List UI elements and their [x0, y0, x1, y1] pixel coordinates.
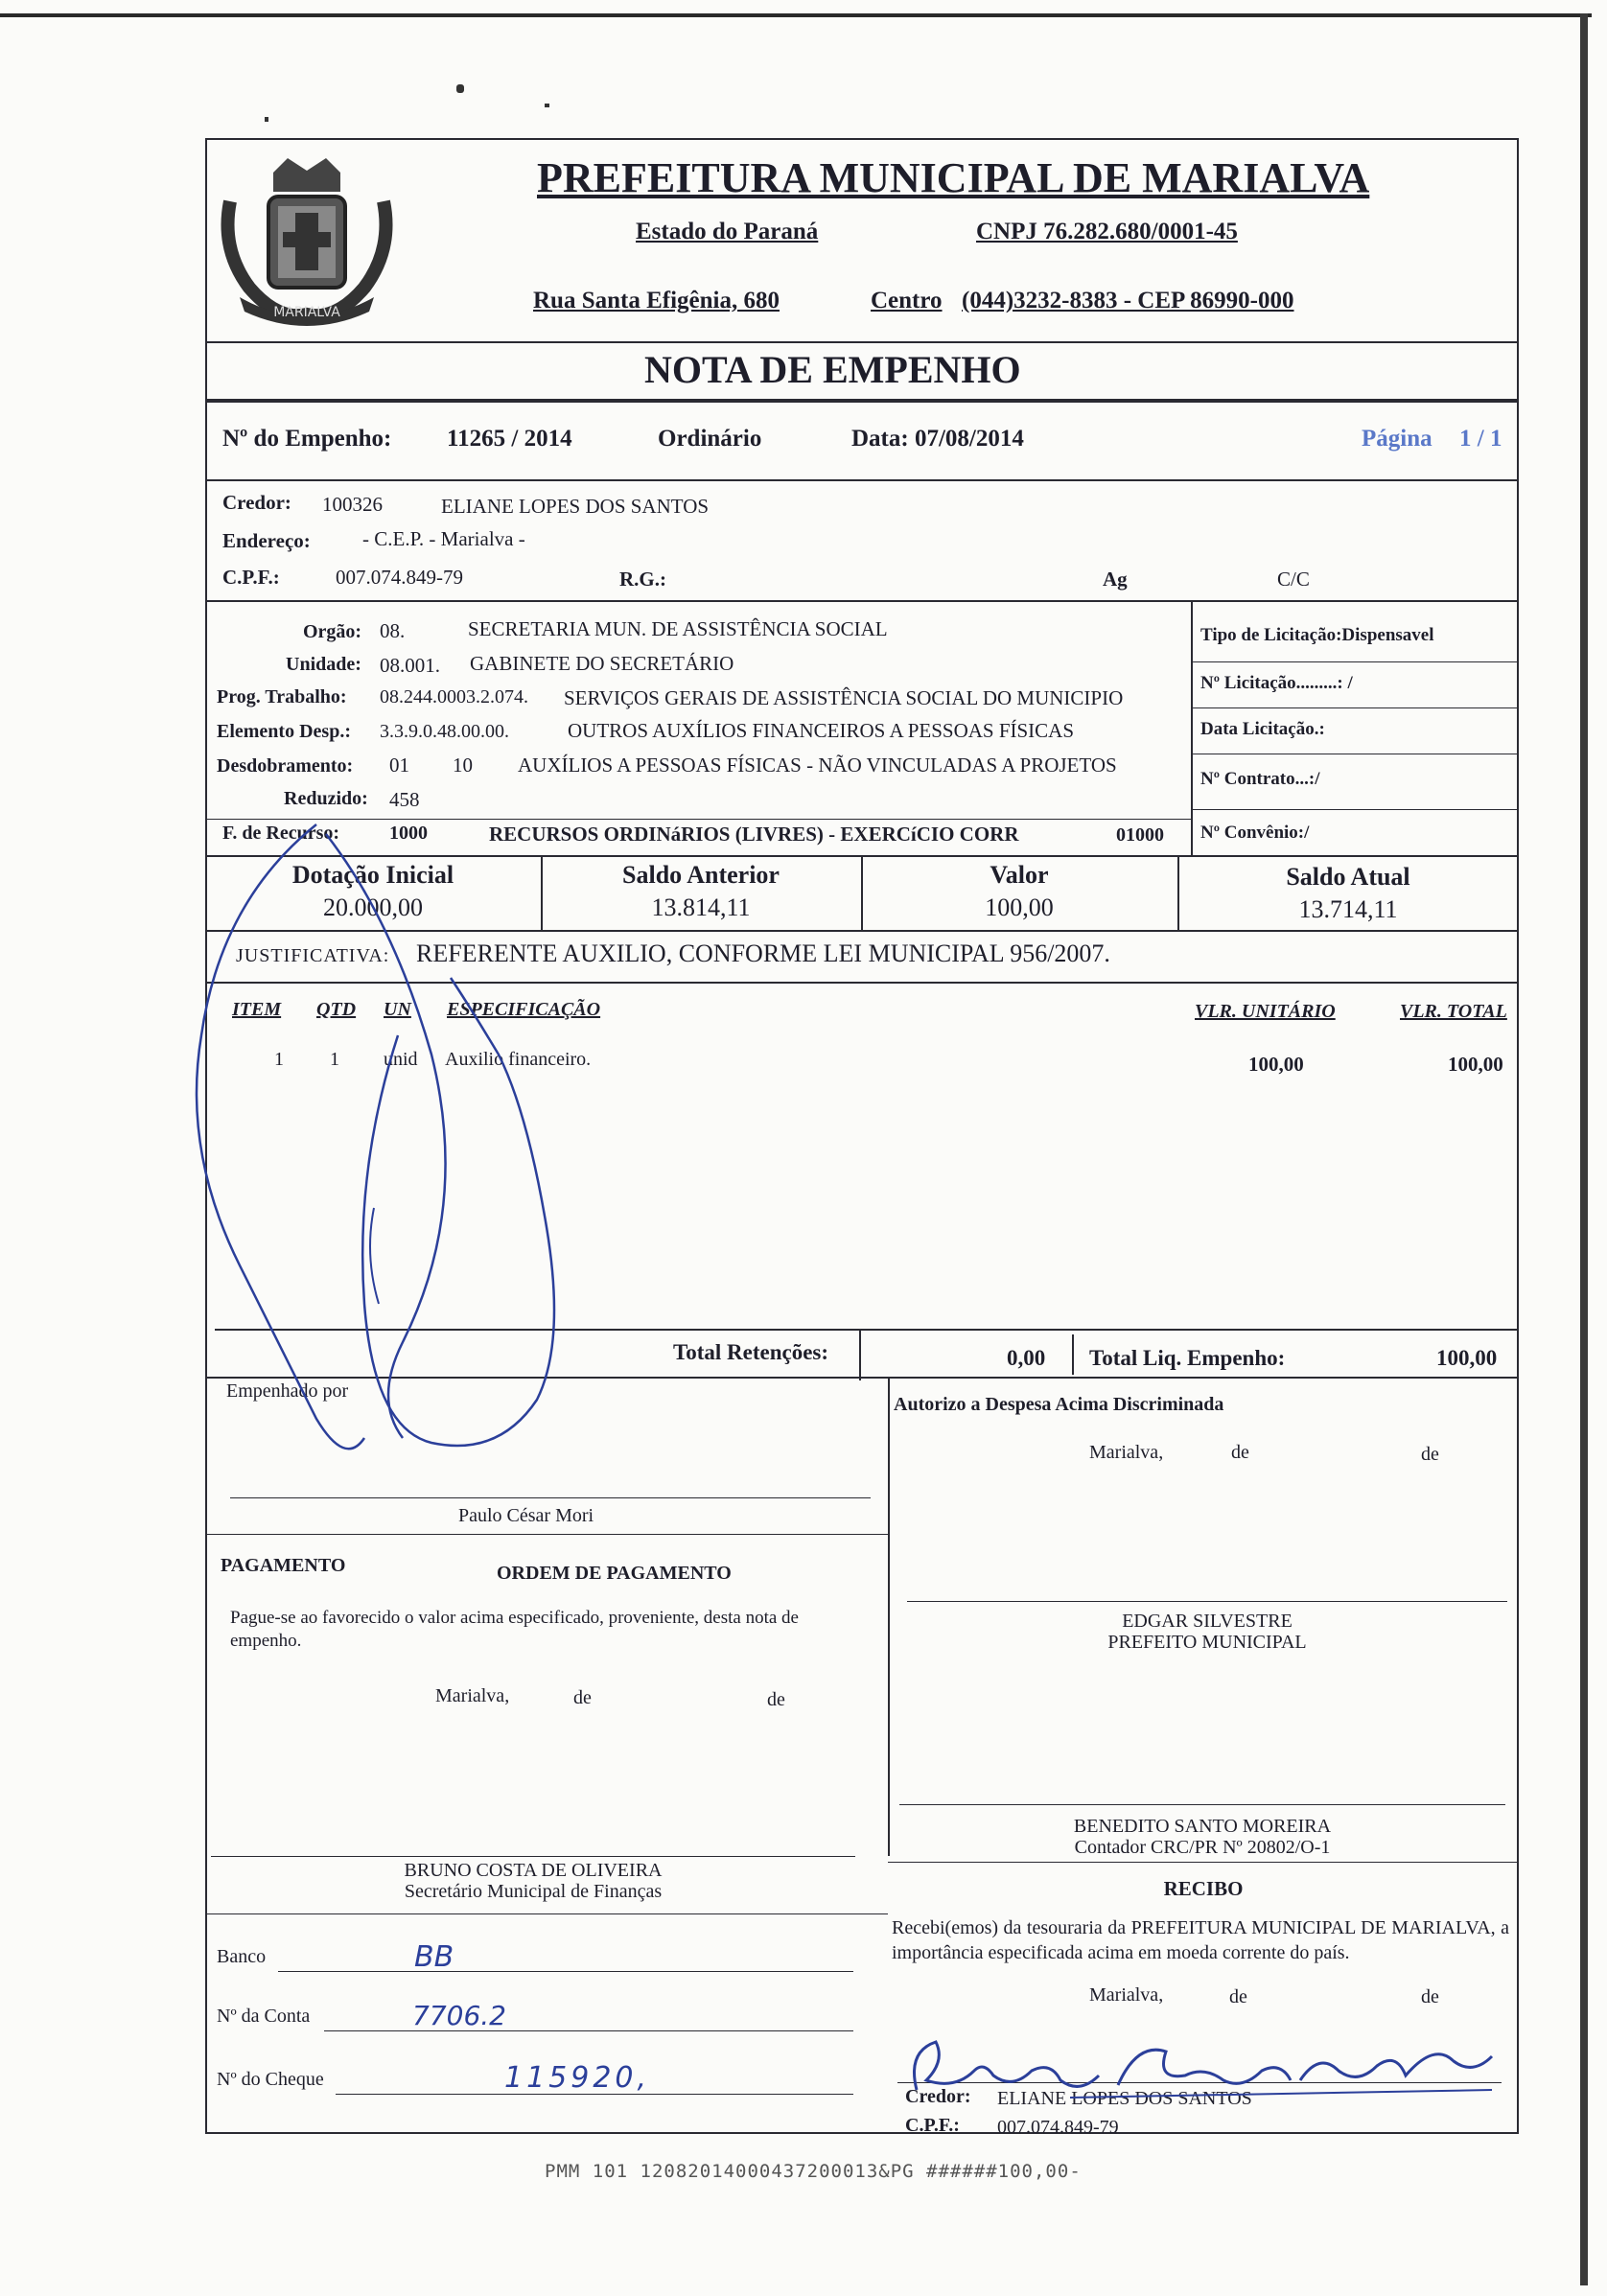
orgao-cod: 08.	[380, 619, 406, 642]
numero-licitacao: Nº Licitação.........: /	[1200, 673, 1353, 693]
centro: Centro	[871, 288, 943, 313]
contador-cargo: Contador CRC/PR Nº 20802/O-1	[1074, 1837, 1331, 1858]
cpf-label: C.P.F.:	[222, 566, 280, 589]
scan-speck	[456, 84, 464, 93]
desdobramento-label: Desdobramento:	[217, 755, 354, 777]
reduzido: 458	[389, 788, 420, 811]
divider	[205, 1913, 888, 1914]
col-qtd: QTD	[316, 999, 357, 1020]
conta-line	[324, 2030, 853, 2031]
empenho-numero-label: Nº do Empenho:	[222, 426, 392, 452]
signature-line	[211, 1856, 855, 1857]
unidade: GABINETE DO SECRETÁRIO	[470, 652, 734, 675]
recibo-marialva: Marialva,	[1089, 1984, 1164, 2006]
saldo-atual: 13.714,11	[1298, 895, 1398, 923]
valor: 100,00	[985, 893, 1054, 921]
reduzido-label: Reduzido:	[284, 788, 368, 809]
recibo-cpf: 007.074.849-79	[997, 2117, 1119, 2138]
scan-speck	[265, 117, 268, 122]
elemento: OUTROS AUXÍLIOS FINANCEIROS A PESSOAS FÍSICAS	[568, 719, 1075, 742]
secretario-cargo: Secretário Municipal de Finanças	[404, 1881, 663, 1902]
credor-nome: ELIANE LOPES DOS SANTOS	[441, 495, 710, 518]
valor-label: Valor	[990, 861, 1049, 889]
nota-empenho-title: NOTA DE EMPENHO	[644, 348, 1021, 391]
empenho-tipo: Ordinário	[658, 426, 762, 452]
desdobramento-cod1: 01	[389, 754, 409, 777]
pagina-numero: 1 / 1	[1459, 426, 1502, 452]
cpf: 007.074.849-79	[336, 566, 463, 589]
row-un: unid	[384, 1049, 418, 1070]
conta-handwritten: 7706.2	[412, 2000, 506, 2031]
telefone-cep: (044)3232-8383 - CEP 86990-000	[962, 288, 1294, 313]
pague-se-texto: Pague-se ao favorecido o valor acima especificado, proveniente, desta nota de empenho.	[230, 1608, 799, 1651]
divider	[205, 479, 1519, 481]
fonte-cod: 1000	[389, 823, 428, 844]
cnpj: CNPJ 76.282.680/0001-45	[976, 219, 1238, 244]
divider	[205, 1534, 888, 1535]
pagina-label: Página	[1362, 426, 1432, 452]
elemento-label: Elemento Desp.:	[217, 721, 351, 742]
prefeito-nome: EDGAR SILVESTRE	[1122, 1611, 1293, 1632]
cheque-handwritten: 115920,	[504, 2061, 651, 2095]
numero-convenio: Nº Convênio:/	[1200, 823, 1310, 843]
prefeitura-title: PREFEITURA MUNICIPAL DE MARIALVA	[537, 154, 1370, 201]
empenho-numero: 11265 / 2014	[447, 426, 572, 452]
empenhado-por-label: Empenhado por	[226, 1380, 349, 1402]
desdobramento-cod2: 10	[453, 754, 473, 777]
total-liq-label: Total Liq. Empenho:	[1089, 1346, 1286, 1370]
ordem-pagamento: ORDEM DE PAGAMENTO	[497, 1563, 732, 1584]
autorizo-despesa: Autorizo a Despesa Acima Discriminada	[894, 1394, 1224, 1415]
divider	[1191, 809, 1519, 810]
orgao: SECRETARIA MUN. DE ASSISTÊNCIA SOCIAL	[468, 617, 888, 640]
pagamento-de1: de	[573, 1687, 592, 1708]
pagamento-label: PAGAMENTO	[221, 1555, 346, 1576]
signature-line	[230, 1497, 871, 1498]
divider	[205, 819, 1191, 820]
conta-label: Nº da Conta	[217, 2006, 311, 2027]
row-especificacao: Auxilio financeiro.	[445, 1049, 592, 1070]
chancela-autenticacao: PMM 101 12082014000437200013&PG ######100,00-	[545, 2161, 1082, 2182]
rg-label: R.G.:	[619, 568, 666, 591]
total-retencoes: 0,00	[1007, 1346, 1046, 1370]
divider-vertical	[859, 1329, 861, 1380]
row-vlr-unitario: 100,00	[1248, 1053, 1304, 1076]
saldo-anterior-label: Saldo Anterior	[622, 861, 780, 889]
signature-line	[899, 1804, 1505, 1805]
autorizo-de2: de	[1421, 1444, 1439, 1465]
svg-text:MARIALVA: MARIALVA	[273, 305, 340, 320]
row-item: 1	[274, 1049, 284, 1070]
autorizo-marialva: Marialva,	[1089, 1442, 1164, 1463]
justificativa-texto: REFERENTE AUXILIO, CONFORME LEI MUNICIPAL 956/2007.	[416, 939, 1110, 967]
contador-nome: BENEDITO SANTO MOREIRA	[1073, 1816, 1332, 1837]
endereco-label: Endereço:	[222, 529, 311, 552]
desdobramento: AUXÍLIOS A PESSOAS FÍSICAS - NÃO VINCULADAS A PROJETOS	[518, 754, 1117, 777]
recibo-de2: de	[1421, 1986, 1439, 2007]
credor-label: Credor:	[222, 491, 291, 514]
scan-edge-right	[1580, 13, 1588, 2285]
unidade-cod: 08.001.	[380, 654, 440, 677]
divider	[215, 1329, 1519, 1331]
credor-codigo: 100326	[322, 493, 383, 516]
signature-line	[897, 2082, 1502, 2083]
signature-line	[907, 1601, 1507, 1602]
empenhado-nome: Paulo César Mori	[458, 1505, 594, 1526]
recibo-credor-label: Credor:	[905, 2086, 971, 2107]
secretario-nome: BRUNO COSTA DE OLIVEIRA	[404, 1860, 663, 1881]
fonte-num: 01000	[1116, 824, 1164, 846]
data-licitacao: Data Licitação.:	[1200, 719, 1325, 739]
divider-vertical	[888, 1377, 890, 1856]
dotacao-inicial: 20.000,00	[323, 893, 423, 921]
prog: SERVIÇOS GERAIS DE ASSISTÊNCIA SOCIAL DO MUNICIPIO	[564, 686, 1124, 709]
divider	[205, 930, 1519, 932]
col-especificacao: ESPECIFICAÇÃO	[447, 999, 601, 1020]
numero-contrato: Nº Contrato...:/	[1200, 769, 1320, 789]
fonte: RECURSOS ORDINáRIOS (LIVRES) - EXERCíCIO CORR	[489, 823, 1019, 846]
unidade-label: Unidade:	[286, 654, 361, 675]
col-un: UN	[384, 999, 411, 1020]
scan-edge-top	[0, 13, 1592, 17]
pagamento-marialva: Marialva,	[435, 1685, 510, 1706]
saldo-atual-label: Saldo Atual	[1286, 863, 1410, 891]
ag-label: Ag	[1103, 568, 1128, 591]
coat-of-arms-seal	[211, 144, 403, 336]
pagamento-de2: de	[767, 1689, 785, 1710]
prog-label: Prog. Trabalho:	[217, 686, 347, 707]
divider	[205, 399, 1519, 403]
banco-handwritten: BB	[414, 1940, 454, 1974]
col-vlr-unitario: VLR. UNITÁRIO	[1195, 1001, 1336, 1022]
empenho-data: Data: 07/08/2014	[851, 426, 1024, 452]
row-vlr-total: 100,00	[1448, 1053, 1503, 1076]
total-retencoes-label: Total Retenções:	[673, 1340, 829, 1364]
endereco: - C.E.P. - Marialva -	[362, 527, 525, 550]
autorizo-de1: de	[1231, 1442, 1249, 1463]
col-vlr-total: VLR. TOTAL	[1400, 1001, 1507, 1022]
divider	[205, 982, 1519, 984]
orgao-label: Orgão:	[303, 621, 362, 642]
recibo-cpf-label: C.P.F.:	[905, 2115, 960, 2136]
prefeito-cargo: PREFEITO MUNICIPAL	[1107, 1632, 1307, 1653]
recibo-title: RECIBO	[1163, 1877, 1244, 1900]
divider	[205, 600, 1519, 602]
banco-line	[278, 1971, 853, 1972]
col-item: ITEM	[232, 999, 282, 1020]
cc-label: C/C	[1277, 568, 1310, 591]
recibo-de1: de	[1229, 1986, 1247, 2007]
divider-vertical	[1191, 600, 1193, 857]
estado: Estado do Paraná	[636, 219, 819, 244]
elemento-cod: 3.3.9.0.48.00.00.	[380, 721, 509, 742]
scan-speck	[545, 104, 549, 107]
cheque-label: Nº do Cheque	[217, 2069, 324, 2090]
recibo-credor: ELIANE LOPES DOS SANTOS	[997, 2088, 1252, 2109]
recibo-texto: Recebi(emos) da tesouraria da PREFEITURA MUNICIPAL DE MARIALVA, a importância especificada acima em moeda corrente do país.	[892, 1917, 1509, 1963]
divider	[205, 1377, 1519, 1379]
fonte-label: F. de Recurso:	[222, 823, 340, 844]
total-liq: 100,00	[1436, 1346, 1498, 1370]
dotacao-inicial-label: Dotação Inicial	[291, 861, 454, 889]
divider-vertical	[1072, 1334, 1074, 1375]
divider	[1191, 661, 1519, 662]
rua: Rua Santa Efigênia, 680	[533, 288, 780, 313]
saldo-anterior: 13.814,11	[651, 893, 751, 921]
divider	[205, 341, 1519, 343]
divider	[1191, 707, 1519, 708]
banco-label: Banco	[217, 1946, 267, 1967]
row-qtd: 1	[330, 1049, 339, 1070]
prog-cod: 08.244.0003.2.074.	[380, 686, 528, 707]
divider	[888, 1862, 1519, 1863]
tipo-licitacao: Tipo de Licitação:Dispensavel	[1200, 625, 1434, 645]
justificativa-label: JUSTIFICATIVA:	[236, 945, 390, 966]
